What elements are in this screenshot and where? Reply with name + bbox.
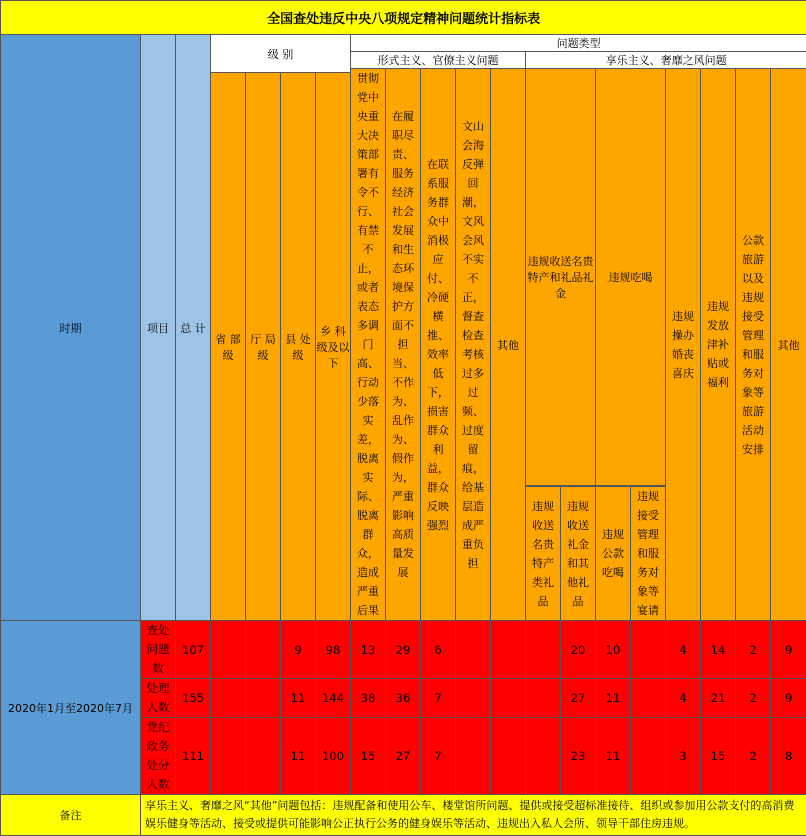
cell: 9 bbox=[771, 679, 806, 718]
hedonism-header: 享乐主义、奢靡之风问题 bbox=[526, 52, 806, 69]
h-eat-sub-2: 违规接受管理和服务对象等宴请 bbox=[631, 487, 666, 621]
cell: 107 bbox=[176, 621, 211, 679]
table-title: 全国查处违反中央八项规定精神问题统计指标表 bbox=[1, 1, 806, 35]
item-header: 项目 bbox=[141, 35, 176, 621]
cell bbox=[211, 621, 246, 679]
cell bbox=[526, 718, 561, 795]
h-gift-header: 违规收送名贵特产和礼品礼金 bbox=[526, 69, 596, 486]
cell bbox=[246, 621, 281, 679]
cell: 15 bbox=[701, 718, 736, 795]
cell: 21 bbox=[701, 679, 736, 718]
formalism-header: 形式主义、官僚主义问题 bbox=[351, 52, 526, 69]
cell bbox=[246, 718, 281, 795]
cell: 27 bbox=[386, 718, 421, 795]
cell: 7 bbox=[421, 718, 456, 795]
cell: 23 bbox=[561, 718, 596, 795]
cell: 7 bbox=[421, 679, 456, 718]
row-label: 处理人数 bbox=[141, 679, 176, 718]
cell: 9 bbox=[281, 621, 316, 679]
cell: 13 bbox=[351, 621, 386, 679]
cell: 3 bbox=[666, 718, 701, 795]
cell: 11 bbox=[281, 718, 316, 795]
h-gift-sub-2: 违规收送礼金和其他礼品 bbox=[561, 487, 596, 621]
cell bbox=[526, 679, 561, 718]
cell: 36 bbox=[386, 679, 421, 718]
cell: 111 bbox=[176, 718, 211, 795]
period-header: 时期 bbox=[1, 35, 141, 621]
cell: 11 bbox=[596, 718, 631, 795]
cell: 100 bbox=[316, 718, 351, 795]
cell: 6 bbox=[421, 621, 456, 679]
cell: 11 bbox=[281, 679, 316, 718]
note-label: 备注 bbox=[1, 795, 141, 836]
h-col-wedding: 违规操办婚丧喜庆 bbox=[666, 69, 701, 621]
cell bbox=[631, 718, 666, 795]
cell: 155 bbox=[176, 679, 211, 718]
f-col-1: 贯彻党中央重大决策部署有令不行、有禁不止，或者表态多调门高、行动少落实差，脱离实际、脱离群众，造成严重后果 bbox=[351, 69, 386, 621]
cell bbox=[526, 621, 561, 679]
level-header: 级 别 bbox=[211, 35, 351, 73]
cell bbox=[456, 679, 491, 718]
cell: 2 bbox=[736, 679, 771, 718]
cell: 2 bbox=[736, 718, 771, 795]
level-township: 乡 科级及以下 bbox=[316, 73, 351, 621]
cell: 144 bbox=[316, 679, 351, 718]
h-eat-header: 违规吃喝 bbox=[596, 69, 666, 486]
f-col-other: 其他 bbox=[491, 69, 526, 621]
f-col-2: 在履职尽责、服务经济社会发展和生态环境保护方面不担当、不作为、乱作为、假作为，严重影响高质量发展 bbox=[386, 69, 421, 621]
cell bbox=[491, 718, 526, 795]
cell: 11 bbox=[596, 679, 631, 718]
cell: 10 bbox=[596, 621, 631, 679]
cell: 98 bbox=[316, 621, 351, 679]
cell: 4 bbox=[666, 679, 701, 718]
cell bbox=[491, 621, 526, 679]
h-col-travel: 公款旅游以及违规接受管理和服务对象等旅游活动安排 bbox=[736, 69, 771, 621]
cell: 20 bbox=[561, 621, 596, 679]
cell: 29 bbox=[386, 621, 421, 679]
cell: 15 bbox=[351, 718, 386, 795]
level-bureau: 厅 局级 bbox=[246, 73, 281, 621]
cell bbox=[631, 621, 666, 679]
problem-type-header: 问题类型 bbox=[351, 35, 806, 52]
cell bbox=[456, 718, 491, 795]
level-county: 县 处级 bbox=[281, 73, 316, 621]
f-col-3: 在联系服务群众中消极应付、冷硬横推、效率低下，损害群众利益，群众反映强烈 bbox=[421, 69, 456, 621]
period-cell: 2020年1月至2020年7月 bbox=[1, 621, 141, 795]
note-text: 享乐主义、奢靡之风“其他”问题包括：违规配备和使用公车、楼堂馆所问题、提供或接受超标准接待、组织或参加用公款支付的高消费娱乐健身等活动、接受或提供可能影响公正执行公务的健身娱乐等活动、违规出入私人会所、领导干部住房违规。 bbox=[141, 795, 806, 836]
cell: 8 bbox=[771, 718, 806, 795]
row-label: 查处问题数 bbox=[141, 621, 176, 679]
f-col-4: 文山会海反弹回潮，文风会风不实不正，督查检查考核过多过频、过度留痕，给基层造成严重负担 bbox=[456, 69, 491, 621]
h-col-subsidy: 违规发放津补贴或福利 bbox=[701, 69, 736, 621]
cell: 9 bbox=[771, 621, 806, 679]
h-col-other: 其他 bbox=[771, 69, 806, 621]
cell bbox=[491, 679, 526, 718]
total-header: 总 计 bbox=[176, 35, 211, 621]
cell: 14 bbox=[701, 621, 736, 679]
row-label: 党纪政务处分人数 bbox=[141, 718, 176, 795]
cell bbox=[246, 679, 281, 718]
h-eat-sub-1: 违规公款吃喝 bbox=[596, 487, 631, 621]
cell bbox=[211, 679, 246, 718]
cell: 38 bbox=[351, 679, 386, 718]
table-row bbox=[1, 621, 806, 679]
cell: 4 bbox=[666, 621, 701, 679]
cell: 2 bbox=[736, 621, 771, 679]
cell: 27 bbox=[561, 679, 596, 718]
h-gift-sub-1: 违规收送名贵特产类礼品 bbox=[526, 487, 561, 621]
level-province: 省 部级 bbox=[211, 73, 246, 621]
cell bbox=[456, 621, 491, 679]
cell bbox=[631, 679, 666, 718]
cell bbox=[211, 718, 246, 795]
